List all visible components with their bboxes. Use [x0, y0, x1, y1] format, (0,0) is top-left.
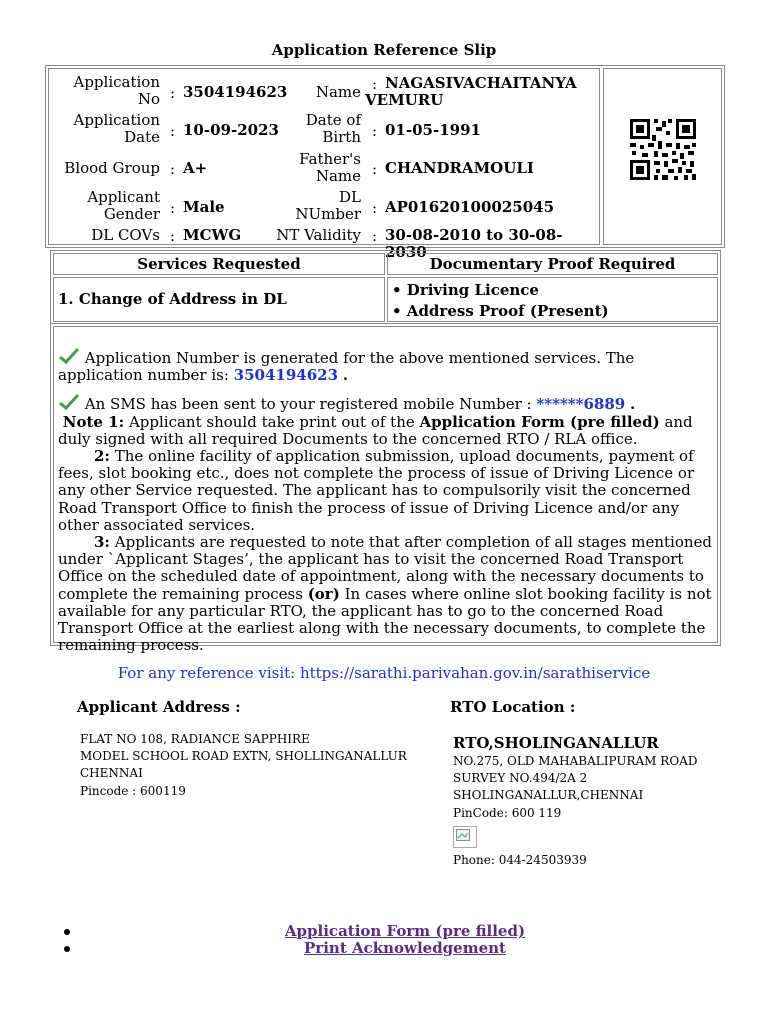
notes-content	[58, 347, 718, 654]
application-number-link: 3504194623	[233, 366, 339, 385]
note-1	[58, 414, 718, 448]
colon: :	[372, 75, 378, 93]
note-emphasis: Application Form (pre filled)	[419, 412, 660, 431]
address-line: SHOLINGANALLUR,CHENNAI	[453, 788, 644, 803]
date-of-birth-label: Date of Birth	[305, 111, 361, 146]
applicant-address-heading: Applicant Address :	[77, 698, 241, 716]
note-2-label: 2:	[94, 447, 110, 466]
rto-location-heading: RTO Location :	[450, 698, 576, 716]
proof-list	[387, 277, 718, 322]
colon: :	[372, 122, 378, 140]
proof-item: • Driving Licence	[392, 281, 539, 299]
address-line: NO.275, OLD MAHABALIPURAM ROAD	[453, 754, 698, 768]
period: .	[342, 366, 349, 385]
colon: :	[372, 199, 378, 217]
fathers-name-label: Father's Name	[299, 150, 361, 185]
name-label: Name	[315, 83, 361, 101]
colon: :	[170, 199, 176, 217]
address-line: FLAT NO 108, RADIANCE SAPPHIRE	[80, 732, 310, 746]
date-of-birth-value: 01-05-1991	[385, 121, 481, 139]
list-item	[0, 939, 768, 957]
message-text: An SMS has been sent to your registered mobile Number :	[84, 395, 532, 414]
application-no-label: Application No	[73, 73, 160, 108]
colon: :	[170, 160, 176, 178]
message-sms	[58, 393, 718, 413]
check-icon	[58, 347, 80, 365]
dl-covs-label: DL COVs	[91, 226, 160, 244]
note-emphasis: (or)	[307, 584, 340, 603]
rto-phone: Phone: 044-24503939	[453, 852, 587, 867]
blood-group-label: Blood Group	[64, 159, 160, 177]
address-line: PinCode: 600 119	[453, 805, 562, 820]
applicant-address	[80, 731, 407, 800]
dl-number-value: AP01620100025045	[385, 198, 555, 216]
name-value: NAGASIVACHAITANYA VEMURU	[365, 74, 577, 109]
period: .	[629, 395, 636, 414]
qr-code-icon	[628, 117, 698, 182]
note-text: and duly signed with all required Documents to the concerned RTO / RLA office.	[58, 412, 693, 448]
details-table	[48, 68, 600, 261]
note-text: Applicant should take print out of the	[128, 412, 415, 431]
colon: :	[170, 122, 176, 140]
notes-box	[53, 326, 718, 655]
blood-group-value: A+	[183, 159, 208, 177]
colon: :	[170, 84, 176, 102]
note-text: The online facility of application submission, upload documents, payment of fees, slot booking etc., does not complete the process of issue of Driving Licence or any other Service requested. The applicant has to compulsorily visit the concerned Road Transport Office to finish the process of issue of Driving Licence and/or any other associated services.	[58, 447, 695, 534]
print-acknowledgement-link[interactable]: Print Acknowledgement	[304, 939, 506, 957]
address-line: CHENNAI	[80, 766, 143, 781]
colon: :	[372, 160, 378, 178]
nt-validity-label: NT Validity	[276, 226, 361, 244]
rto-name: RTO,SHOLINGANALLUR	[453, 734, 659, 752]
colon: :	[372, 227, 378, 245]
gender-value: Male	[183, 198, 225, 216]
note-3-label: 3:	[94, 533, 110, 552]
dl-number-label: DL NUmber	[295, 188, 361, 223]
masked-mobile-number: ******6889	[536, 395, 626, 414]
message-text: Application Number is generated for the above mentioned services. The application number is:	[58, 349, 635, 385]
note-text: Applicants are requested to note that after completion of all stages mentioned under `Applicant Stages’, the applicant has to visit the concerned Road Transport Office on the scheduled date of appointment, along with the necessary documents to complete the remaining process	[58, 533, 713, 603]
dl-covs-value: MCWG	[183, 226, 242, 244]
services-header: Services Requested	[53, 253, 385, 275]
application-no-value: 3504194623	[183, 83, 288, 101]
list-item	[0, 922, 768, 940]
application-date-value: 10-09-2023	[183, 121, 279, 139]
services-table	[50, 250, 721, 324]
gender-label: Applicant Gender	[87, 188, 160, 223]
nt-validity-value: 30-08-2010 to 30-08-2030	[385, 226, 563, 261]
address-line: SURVEY NO.494/2A 2	[453, 771, 588, 786]
address-line: MODEL SCHOOL ROAD EXTN, SHOLLINGANALLUR	[80, 749, 407, 764]
check-icon	[58, 393, 80, 411]
note-text: In cases where online slot booking facility is not available for any particular RTO, the applicant has to go to the concerned Road Transport Office at the earliest along with the necessary documents, to complete the remaining process.	[58, 584, 712, 655]
rto-address	[453, 733, 697, 869]
address-line: Pincode : 600119	[80, 783, 186, 798]
page-title: Application Reference Slip	[271, 41, 497, 59]
service-item: 1. Change of Address in DL	[53, 277, 385, 322]
message-application-number	[58, 347, 718, 384]
reference-link[interactable]: For any reference visit: https://sarathi.parivahan.gov.in/sarathiservice	[117, 664, 651, 682]
note-1-label: Note 1:	[62, 412, 125, 431]
application-form-link[interactable]: Application Form (pre filled)	[284, 922, 526, 940]
proof-header: Documentary Proof Required	[387, 253, 718, 275]
applicant-details-panel	[45, 65, 725, 261]
note-2	[58, 448, 718, 534]
proof-item: • Address Proof (Present)	[392, 302, 609, 320]
fathers-name-value: CHANDRAMOULI	[385, 159, 534, 177]
note-3	[58, 534, 718, 654]
notes-panel	[50, 323, 721, 655]
broken-image-icon	[453, 826, 477, 848]
application-date-label: Application Date	[73, 111, 160, 146]
colon: :	[170, 227, 176, 245]
